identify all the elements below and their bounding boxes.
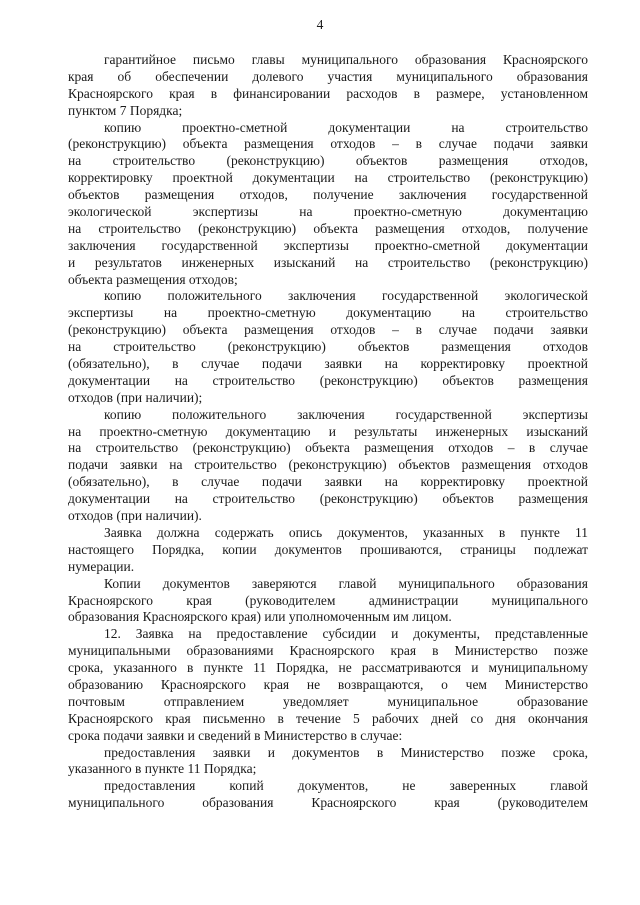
text-line: Заявка должна содержать опись документов, указанных в пункте 11: [104, 524, 588, 540]
text-line: отходов (при наличии);: [68, 389, 203, 405]
text-line: муниципальными образованиями Красноярского края в Министерство позже: [68, 643, 588, 659]
text-line: Красноярского края (руководителем администрации муниципального: [68, 592, 588, 608]
text-line: на строительство (реконструкцию) объектов размещения отходов: [68, 339, 588, 355]
page-number: 4: [316, 17, 324, 32]
text-line: указанного в пункте 11 Порядка;: [68, 761, 257, 777]
document-body: [68, 52, 588, 812]
text-line: отходов (при наличии).: [68, 508, 202, 524]
text-line: экспертизы на проектно-сметную документацию на строительство: [68, 305, 588, 321]
text-line: документации на строительство (реконструкцию) объектов размещения: [68, 491, 588, 507]
text-line: объекта размещения отходов;: [68, 271, 238, 287]
text-line: подачи заявки на строительство (реконструкцию) объектов размещения отходов: [68, 457, 588, 473]
text-line: срока подачи заявки и сведений в Министерство в случае:: [68, 727, 403, 743]
text-line: корректировку проектной документации на строительство (реконструкцию): [68, 170, 588, 186]
text-line: на строительство (реконструкцию) объекта размещения отходов, получение: [68, 220, 588, 236]
text-line: предоставления копий документов, не заверенных главой: [104, 778, 588, 794]
text-line: и результатов инженерных изысканий на строительство (реконструкцию): [68, 254, 588, 270]
text-line: (реконструкцию) объекта размещения отходов – в случае подачи заявки: [68, 322, 588, 338]
text-line: объектов размещения отходов, получение заключения государственной: [68, 187, 588, 203]
text-line: срока, указанного в пункте 11 Порядка, не рассматриваются и муниципальному: [68, 660, 588, 676]
text-line: копию положительного заключения государственной экологической: [104, 288, 588, 304]
text-line: документации на строительство (реконструкцию) объектов размещения: [68, 372, 588, 388]
text-line: 12. Заявка на предоставление субсидии и документы, представленные: [104, 626, 588, 642]
text-line: копию проектно-сметной документации на строительство: [104, 119, 588, 135]
text-line: предоставления заявки и документов в Министерство позже срока,: [104, 744, 588, 760]
text-line: на строительство (реконструкцию) объектов размещения отходов,: [68, 153, 588, 169]
text-line: (обязательно), в случае подачи заявки на корректировку проектной: [68, 356, 588, 372]
text-line: экологической экспертизы на проектно-сметную документацию: [68, 204, 588, 220]
text-line: Красноярского края письменно в течение 5 рабочих дней со дня окончания: [68, 710, 588, 726]
text-line: образованию Красноярского края не возвращаются, о чем Министерство: [68, 676, 588, 692]
text-line: настоящего Порядка, копии документов прошиваются, страницы подлежат: [68, 541, 588, 557]
text-line: пунктом 7 Порядка;: [68, 102, 183, 118]
text-line: Красноярского края в финансировании расходов в размере, установленном: [68, 85, 588, 101]
text-line: муниципального образования Красноярского края (руководителем: [68, 795, 588, 811]
text-line: на строительство (реконструкцию) объекта размещения отходов – в случае: [68, 440, 588, 456]
text-line: на проектно-сметную документацию и результаты инженерных изысканий: [68, 423, 588, 439]
text-line: гарантийное письмо главы муниципального образования Красноярского: [104, 52, 588, 67]
text-line: заключения государственной экспертизы проектно-сметной документации: [68, 237, 588, 253]
text-line: копию положительного заключения государственной экспертизы: [104, 406, 588, 422]
text-line: (обязательно), в случае подачи заявки на корректировку проектной: [68, 474, 588, 490]
text-line: Копии документов заверяются главой муниципального образования: [104, 575, 588, 591]
text-line: нумерации.: [68, 558, 135, 574]
text-line: образования Красноярского края) или уполномоченным им лицом.: [68, 609, 452, 625]
text-line: почтовым отправлением уведомляет муниципальное образование: [68, 693, 588, 709]
text-line: края об обеспечении долевого участия муниципального образования: [68, 68, 588, 84]
text-line: (реконструкцию) объекта размещения отходов – в случае подачи заявки: [68, 136, 588, 152]
